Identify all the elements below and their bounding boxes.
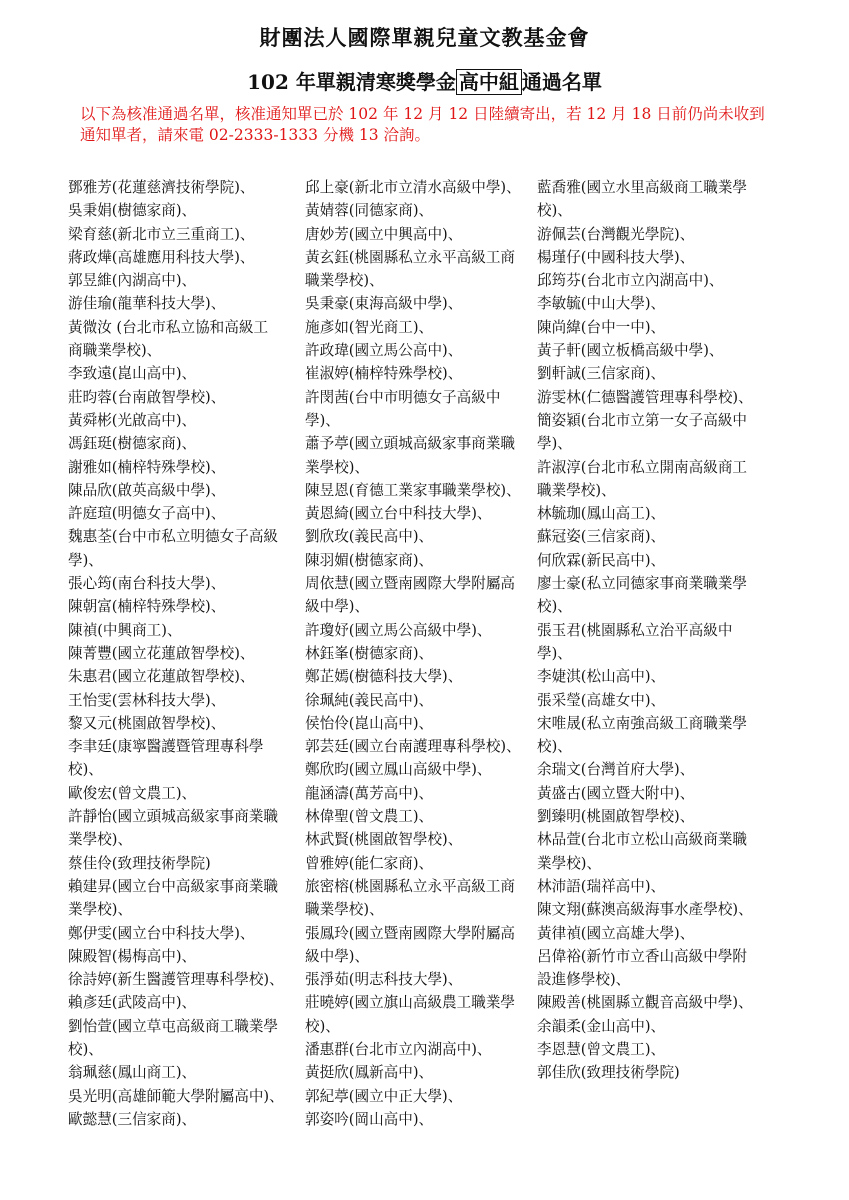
list-entry-line: 學)、: [537, 435, 572, 453]
list-entry-line: 賴彥廷(武陵高中)、: [68, 994, 197, 1012]
list-entry-line: 劉欣玫(義民高中)、: [305, 528, 434, 546]
list-entry-line: 劉軒誠(三信家商)、: [537, 365, 666, 383]
list-entry-line: 級中學)、: [305, 598, 370, 616]
list-entry-line: 林鈺峯(樹德家商)、: [305, 644, 434, 662]
list-entry-line: 職業學校)、: [537, 481, 616, 499]
list-entry-line: 徐詩婷(新生醫護管理專科學校)、: [68, 971, 284, 989]
list-entry-line: 賴建昇(國立台中高級家事商業職: [68, 877, 279, 895]
list-entry-line: 王怡雯(雲林科技大學)、: [68, 691, 226, 709]
list-entry-line: 許淑淳(台北市私立開南高級商工: [537, 458, 748, 476]
list-entry-line: 黃盛古(國立暨大附中)、: [537, 784, 695, 802]
list-entry-line: 張鳳玲(國立暨南國際大學附屬高: [305, 924, 516, 942]
list-entry-line: 蕭予葶(國立頭城高級家事商業職: [305, 435, 516, 453]
list-entry-line: 吳光明(高雄師範大學附屬高中)、: [68, 1087, 284, 1105]
list-entry-line: 郭芸廷(國立台南護理專科學校)、: [305, 738, 521, 756]
list-entry-line: 校)、: [68, 761, 103, 779]
list-entry-line: 黃玄鈺(桃園縣私立永平高級工商: [305, 248, 516, 266]
notice-text: 以下為核准通過名單，核准通知單已於 102 年 12 月 12 日陸續寄出，若 12 月 18 日前仍尚未收到通知單者，請來電 02-2333-1333 分機 13 洽詢。: [80, 105, 765, 144]
list-entry-line: 游佩芸(台灣觀光學院)、: [537, 225, 695, 243]
list-entry-line: 林武賢(桃園啟智學校)、: [305, 831, 463, 849]
list-entry-line: 邱上豪(新北市立清水高級中學)、: [305, 179, 521, 196]
list-entry-line: 陳菁豐(國立花蓮啟智學校)、: [68, 644, 255, 662]
list-entry-line: 陳尚緯(台中一中)、: [537, 318, 666, 336]
list-entry-line: 莊昀蓉(台南啟智學校)、: [68, 388, 226, 406]
list-entry-line: 職業學校)、: [305, 272, 384, 290]
list-entry-line: 龍涵濤(萬芳高中)、: [305, 784, 434, 802]
list-entry-line: 吳秉豪(東海高級中學)、: [305, 295, 463, 313]
list-entry-line: 學)、: [537, 644, 572, 662]
list-entry-line: 旅密榕(桃園縣私立永平高級工商: [305, 877, 516, 895]
list-entry-line: 校)、: [305, 1017, 340, 1035]
list-entry-line: 莊曉婷(國立旗山高級農工職業學: [305, 994, 516, 1012]
list-entry-line: 劉怡萱(國立草屯高級商工職業學: [68, 1017, 279, 1035]
organization-name: 財團法人國際單親兒童文教基金會: [259, 25, 590, 50]
list-entry-line: 曾雅婷(能仁家商)、: [305, 854, 434, 872]
list-entry-line: 郭紀葶(國立中正大學)、: [305, 1087, 463, 1105]
list-entry-line: 藍喬雅(國立水里高級商工職業學: [537, 179, 748, 196]
list-entry-line: 何欣霖(新民高中)、: [537, 551, 666, 569]
list-entry-line: 蘇冠姿(三信家商)、: [537, 528, 666, 546]
list-entry-line: 楊瑾仔(中國科技大學)、: [537, 248, 695, 266]
title-boxed-category: 高中組: [456, 69, 522, 95]
list-entry-line: 許庭瑄(明德女子高中)、: [68, 505, 226, 523]
list-entry-line: 設進修學校)、: [537, 971, 631, 989]
list-entry-line: 職業學校)、: [305, 901, 384, 919]
list-entry-line: 黃微汝 (台北市私立協和高級工: [68, 318, 269, 336]
title-suffix: 通過名單: [521, 70, 602, 94]
list-entry-line: 陳品欣(啟英高級中學)、: [68, 481, 226, 499]
list-entry-line: 校)、: [537, 202, 572, 220]
list-entry-line: 廖士豪(私立同德家事商業職業學: [537, 575, 748, 593]
list-entry-line: 歐懿慧(三信家商)、: [68, 1110, 197, 1128]
list-entry-line: 張心筠(南台科技大學)、: [68, 575, 226, 593]
list-entry-line: 陳羽媚(樹德家商)、: [305, 551, 434, 569]
list-entry-line: 陳朝富(楠梓特殊學校)、: [68, 598, 226, 616]
list-entry-line: 張玉君(桃園縣私立治平高級中: [537, 621, 733, 639]
list-entry-line: 林毓珈(鳳山高工)、: [537, 505, 666, 523]
list-entry-line: 梁育慈(新北市立三重商工)、: [68, 225, 255, 243]
list-entry-line: 林偉聖(曾文農工)、: [305, 808, 434, 826]
list-entry-line: 許瓊妤(國立馬公高級中學)、: [305, 621, 492, 639]
list-entry-line: 張采瑩(高雄女中)、: [537, 691, 666, 709]
list-entry-line: 徐珮純(義民高中)、: [305, 691, 434, 709]
list-entry-line: 黃舜彬(光啟高中)、: [68, 411, 197, 429]
list-entry-line: 侯怡伶(崑山高中)、: [305, 714, 434, 732]
list-entry-line: 李致遠(崑山高中)、: [68, 365, 197, 383]
list-entry-line: 郭昱維(內湖高中)、: [68, 272, 197, 290]
list-entry-line: 邱筠芬(台北市立內湖高中)、: [537, 272, 724, 290]
list-entry-line: 林沛語(瑞祥高中)、: [537, 877, 666, 895]
list-entry-line: 商職業學校)、: [68, 342, 162, 360]
list-entry-line: 黃婧蓉(同德家商)、: [305, 202, 434, 220]
list-entry-line: 朱惠君(國立花蓮啟智學校)、: [68, 668, 255, 686]
list-entry-line: 周依慧(國立暨南國際大學附屬高: [305, 575, 516, 593]
list-entry-line: 翁珮慈(鳳山商工)、: [68, 1064, 197, 1082]
list-entry-line: 唐妙芳(國立中興高中)、: [305, 225, 463, 243]
list-entry-line: 魏惠荃(台中市私立明德女子高級: [68, 528, 279, 546]
list-entry-line: 陳文翔(蘇澳高級海事水產學校)、: [537, 901, 753, 919]
title-prefix: 102 年單親清寒獎學金: [247, 70, 456, 94]
list-entry-line: 陳禎(中興商工)、: [68, 621, 182, 639]
list-entry-line: 校)、: [537, 738, 572, 756]
name-list-column-2: [305, 176, 521, 1131]
list-entry-line: 崔淑婷(楠梓特殊學校)、: [305, 365, 463, 383]
name-list-column-1: [68, 176, 284, 1131]
list-entry-line: 許閔茜(台中市明德女子高級中: [305, 388, 501, 406]
list-entry-line: 陳殿智(楊梅高中)、: [68, 947, 197, 965]
list-entry-line: 黎又元(桃園啟智學校)、: [68, 714, 226, 732]
list-entry-line: 黃恩綺(國立台中科技大學)、: [305, 505, 492, 523]
list-entry-line: 學)、: [68, 551, 103, 569]
name-list-column-3: [537, 176, 753, 1085]
list-entry-line: 施彥如(智光商工)、: [305, 318, 434, 336]
list-entry-line: 許政瑋(國立馬公高中)、: [305, 342, 463, 360]
list-entry-line: 校)、: [68, 1040, 103, 1058]
list-entry-line: 余瑞文(台灣首府大學)、: [537, 761, 695, 779]
list-entry-line: 蔣政燁(高雄應用科技大學)、: [68, 248, 255, 266]
list-entry-line: 李婕淇(松山高中)、: [537, 668, 666, 686]
list-entry-line: 鄭芷嫣(樹德科技大學)、: [305, 668, 463, 686]
list-entry-line: 學)、: [305, 411, 340, 429]
list-entry-line: 簡姿穎(台北市立第一女子高級中: [537, 411, 748, 429]
list-entry-line: 校)、: [537, 598, 572, 616]
list-entry-line: 劉臻明(桃園啟智學校)、: [537, 808, 695, 826]
list-entry-line: 林品萱(台北市立松山高級商業職: [537, 831, 748, 849]
list-entry-line: 歐俊宏(曾文農工)、: [68, 784, 197, 802]
list-entry-line: 呂偉裕(新竹市立香山高級中學附: [537, 947, 748, 965]
list-entry-line: 黃挺欣(鳳新高中)、: [305, 1064, 434, 1082]
list-entry-line: 鄧雅芳(花蓮慈濟技術學院)、: [68, 179, 255, 196]
list-entry-line: 鄭伊雯(國立台中科技大學)、: [68, 924, 255, 942]
list-entry-line: 陳殿善(桃園縣立觀音高級中學)、: [537, 994, 753, 1012]
list-entry-line: 馮鈺珽(樹德家商)、: [68, 435, 197, 453]
list-entry-line: 業學校)、: [305, 458, 370, 476]
list-entry-line: 余韻柔(金山高中)、: [537, 1017, 666, 1035]
list-entry-line: 蔡佳伶(致理技術學院): [68, 854, 211, 872]
list-entry-line: 游雯林(仁德醫護管理專科學校)、: [537, 388, 753, 406]
list-entry-line: 業學校)、: [68, 901, 133, 919]
list-entry-line: 許靜怡(國立頭城高級家事商業職: [68, 808, 279, 826]
list-entry-line: 李聿廷(康寧醫護暨管理專科學: [68, 738, 264, 756]
list-entry-line: 業學校)、: [68, 831, 133, 849]
list-entry-line: 業學校)、: [537, 854, 602, 872]
document-title: [0, 66, 849, 95]
list-entry-line: 宋唯晟(私立南強高級工商職業學: [537, 714, 748, 732]
list-entry-line: 郭姿吟(岡山高中)、: [305, 1110, 434, 1128]
list-entry-line: 黃子軒(國立板橋高級中學)、: [537, 342, 724, 360]
list-entry-line: 謝雅如(楠梓特殊學校)、: [68, 458, 226, 476]
list-entry-line: 吳秉娟(樹德家商)、: [68, 202, 197, 220]
list-entry-line: 黃律禎(國立高雄大學)、: [537, 924, 695, 942]
list-entry-line: 李敏毓(中山大學)、: [537, 295, 666, 313]
list-entry-line: 郭佳欣(致理技術學院): [537, 1064, 680, 1082]
list-entry-line: 潘惠群(台北市立內湖高中)、: [305, 1040, 492, 1058]
list-entry-line: 陳昱恩(育德工業家事職業學校)、: [305, 481, 521, 499]
list-entry-line: 級中學)、: [305, 947, 370, 965]
list-entry-line: 鄭欣昀(國立鳳山高級中學)、: [305, 761, 492, 779]
list-entry-line: 游佳瑜(龍華科技大學)、: [68, 295, 226, 313]
list-entry-line: 李恩慧(曾文農工)、: [537, 1040, 666, 1058]
list-entry-line: 張淨茹(明志科技大學)、: [305, 971, 463, 989]
